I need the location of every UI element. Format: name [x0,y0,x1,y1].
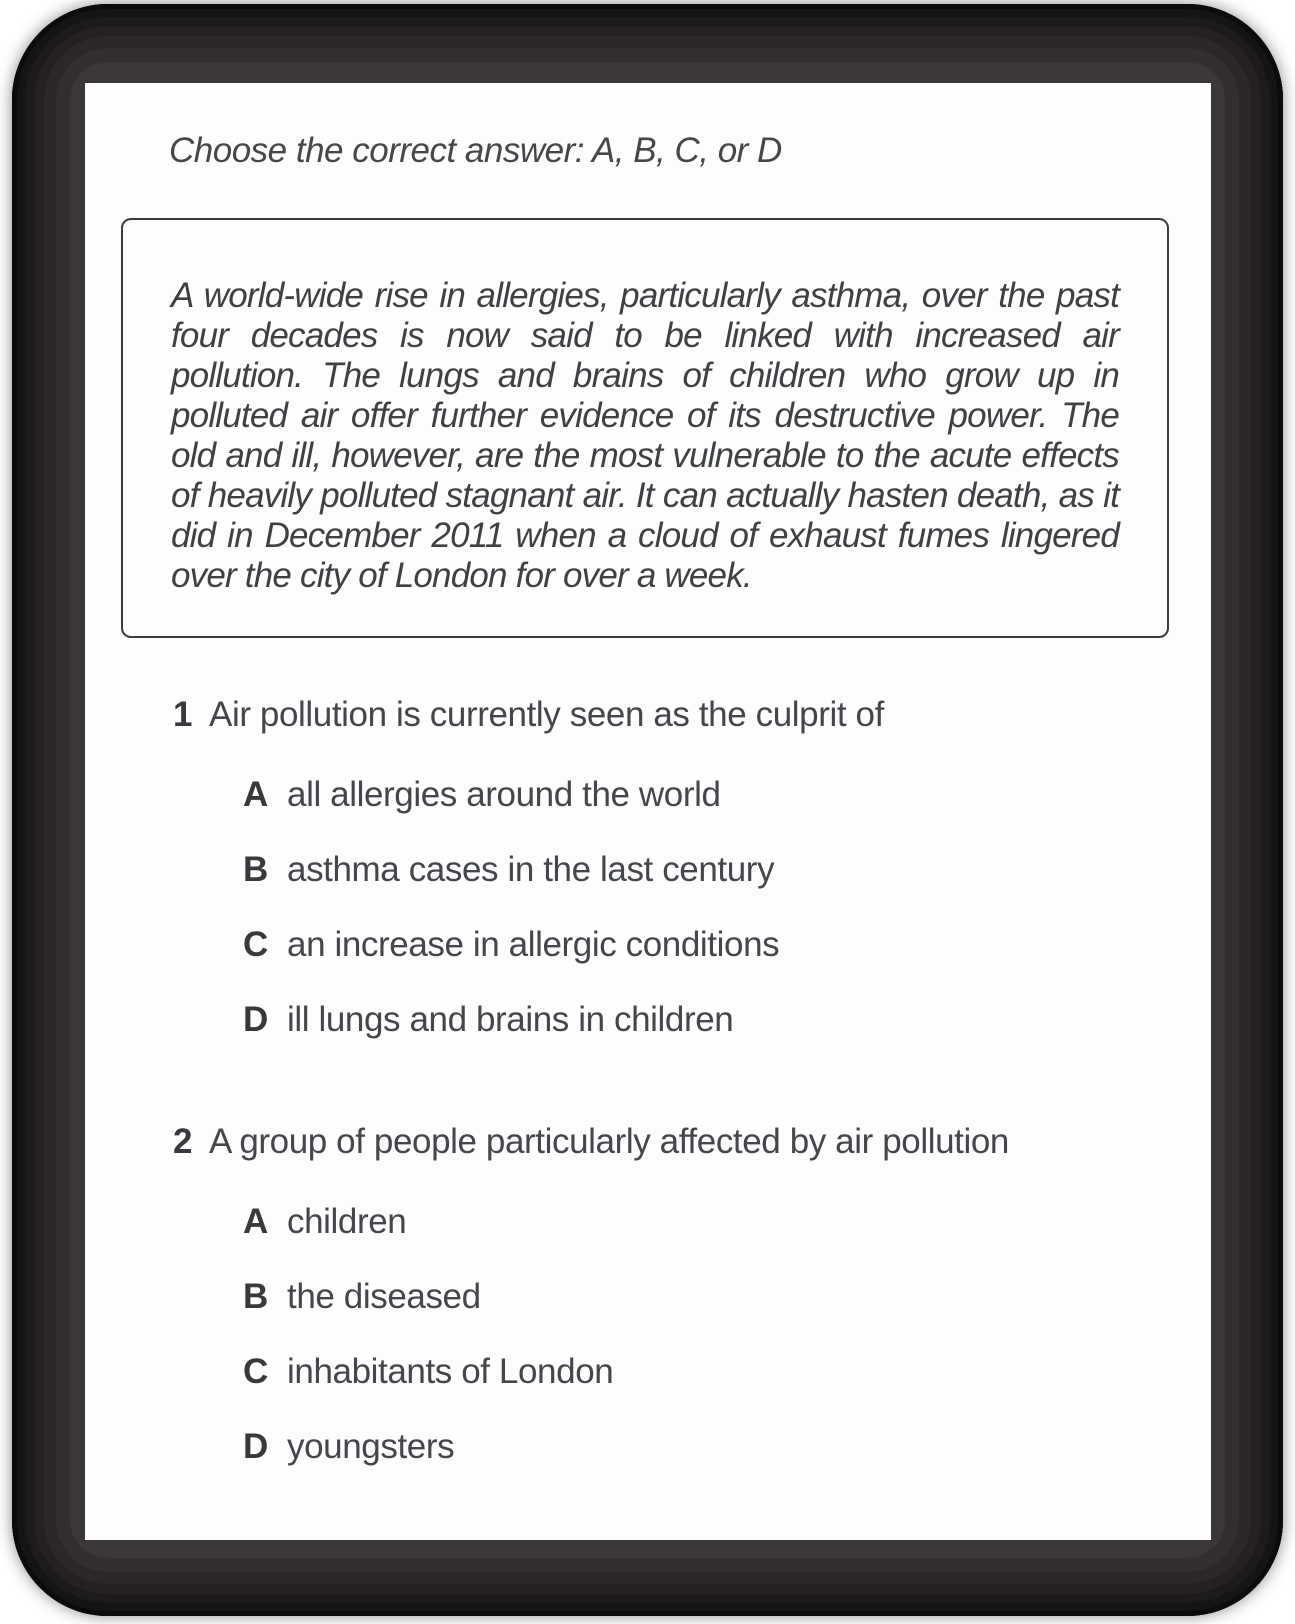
question-2-option-b[interactable] [243,1276,1211,1318]
question-1-options [85,774,1211,1041]
question-1-option-a[interactable] [243,774,1211,816]
question-1-option-c[interactable] [243,924,1211,966]
question-2 [85,1121,1211,1468]
option-text: ill lungs and brains in children [287,1000,734,1039]
option-letter: B [243,1277,268,1316]
question-1-option-d[interactable] [243,999,1211,1041]
option-text: children [287,1202,407,1241]
exercise-instruction: Choose the correct answer: A, B, C, or D [169,131,782,170]
question-1-row [173,694,1211,736]
option-text: asthma cases in the last century [287,850,775,889]
question-2-row [173,1121,1211,1163]
option-letter: D [243,1000,268,1039]
question-2-option-d[interactable] [243,1426,1211,1468]
option-letter: B [243,850,268,889]
option-letter: D [243,1427,268,1466]
option-letter: C [243,925,268,964]
option-text: the diseased [287,1277,481,1316]
question-1-number: 1 [173,695,193,734]
option-text: inhabitants of London [287,1352,614,1391]
question-2-options [85,1201,1211,1468]
option-letter: A [243,1202,268,1241]
question-2-number: 2 [173,1122,193,1161]
option-letter: A [243,775,268,814]
question-2-option-a[interactable] [243,1201,1211,1243]
option-letter: C [243,1352,268,1391]
question-2-text: A group of people particularly affected by air pollution [209,1122,1009,1161]
question-1-option-b[interactable] [243,849,1211,891]
option-text: an increase in allergic conditions [287,925,780,964]
option-text: all allergies around the world [287,775,721,814]
reading-passage-box [121,218,1169,638]
question-1-text: Air pollution is currently seen as the culprit of [209,695,884,734]
reading-passage-text: A world-wide rise in allergies, particularly asthma, over the past four decades is now said to be linked with increased air pollution. The lungs and brains of children who grow up in polluted air offer further evidence of its destructive power. The old and ill, however, are the most vulnerable to the acute effects of heavily polluted stagnant air. It can actually hasten death, as it did in December 2011 when a cloud of exhaust fumes lingered over the city of London for over a week. [171,276,1119,595]
question-2-option-c[interactable] [243,1351,1211,1393]
worksheet-page [85,83,1211,1540]
option-text: youngsters [287,1427,455,1466]
question-list [85,694,1211,1468]
question-1 [85,694,1211,1041]
